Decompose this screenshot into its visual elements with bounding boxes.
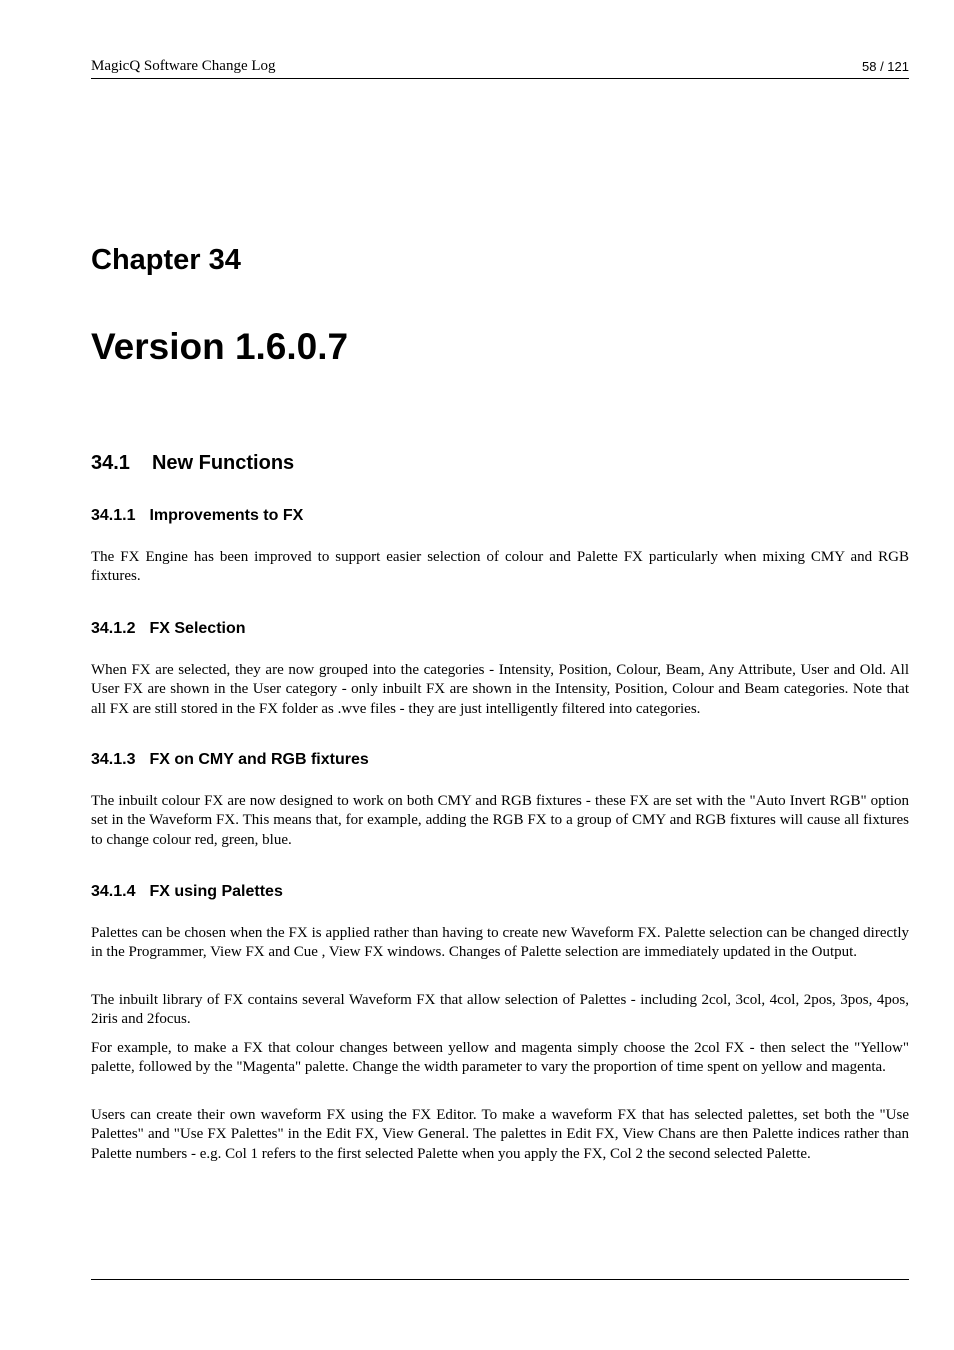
subsection-heading [91,507,303,525]
paragraph: For example, to make a FX that colour changes between yellow and magenta simply choose the 2col FX - then select the "Yellow" palette, followed by the "Magenta" palette. Change the width parameter to vary the proportion of time spent on yellow and magenta. [91,1040,909,1076]
section-title: New Functions [151,452,295,474]
subsection-heading [91,620,246,638]
subsection-title: Improvements to FX [149,507,304,524]
header-page-number: 58 / 121 [862,59,909,74]
subsection-number: 34.1.2 [91,620,136,637]
running-header [91,57,909,79]
subsection-number: 34.1.4 [91,883,136,900]
footer-rule [91,1279,909,1280]
paragraph: The inbuilt library of FX contains several Waveform FX that allow selection of Palettes - including 2col, 3col, 4col, 2pos, 3pos, 4pos, 2iris and 2focus. [91,992,909,1028]
paragraph: The inbuilt colour FX are now designed to work on both CMY and RGB fixtures - these FX are set with the "Auto Invert RGB" option set in the Waveform FX. This means that, for example, adding the RGB FX to a group of CMY and RGB fixtures will cause all fixtures to change colour red, green, blue. [91,793,909,848]
subsection-number: 34.1.3 [91,751,136,768]
section-number: 34.1 [91,452,130,474]
subsection-title: FX on CMY and RGB fixtures [149,751,369,768]
subsection-heading [91,883,283,901]
chapter-title: Version 1.6.0.7 [91,326,349,367]
subsection-heading [91,751,369,769]
paragraph: Users can create their own waveform FX using the FX Editor. To make a waveform FX that has selected palettes, set both the "Use Palettes" and "Use FX Palettes" in the Edit FX, View General. The palettes in Edit FX, View Chans are then Palette indices rather than Palette numbers - e.g. Col 1 refers to the first selected Palette when you apply the FX, Col 2 the second selected Palette. [91,1107,909,1162]
paragraph: The FX Engine has been improved to support easier selection of colour and Palette FX particularly when mixing CMY and RGB fixtures. [91,549,909,585]
paragraph: When FX are selected, they are now grouped into the categories - Intensity, Position, Colour, Beam, Any Attribute, User and Old. All User FX are shown in the User category - only inbuilt FX are shown in the Intensity, Position, Colour and Beam categories. Note that all FX are still stored in the FX folder as .wve files - they are just intelligently filtered into categories. [91,662,909,717]
header-doc-title: MagicQ Software Change Log [91,58,276,74]
subsection-title: FX Selection [149,620,246,637]
chapter-label: Chapter 34 [91,244,241,276]
subsection-title: FX using Palettes [149,883,283,900]
subsection-number: 34.1.1 [91,507,136,524]
paragraph: Palettes can be chosen when the FX is applied rather than having to create new Waveform FX. Palette selection can be changed directly in the Programmer, View FX and Cue , View FX windows. Changes of Palette selection are immediately updated in the Output. [91,925,909,961]
section-heading [91,452,294,475]
